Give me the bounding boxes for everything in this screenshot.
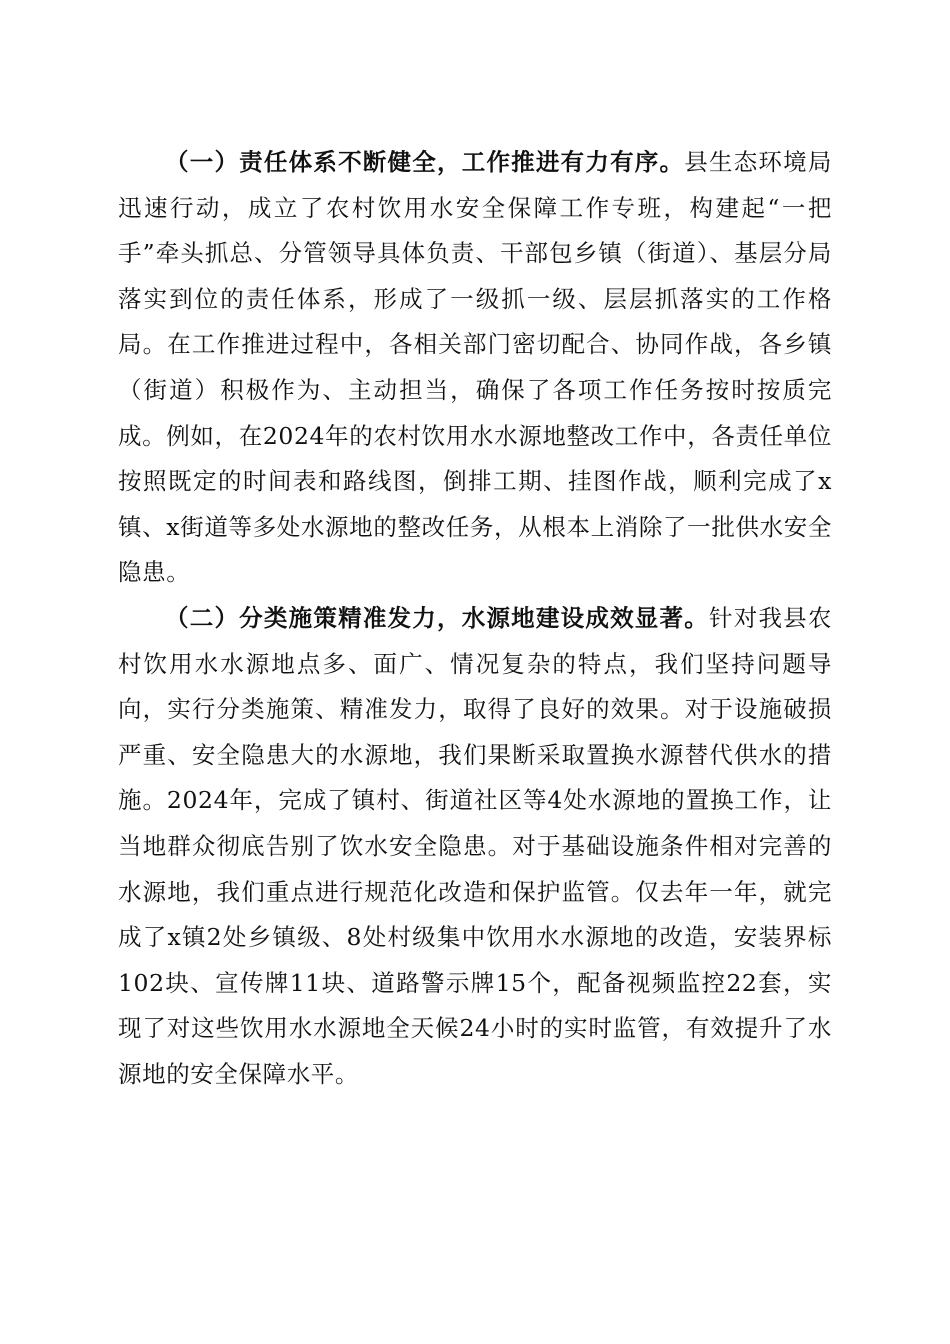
paragraph-responsibility-system bbox=[118, 140, 832, 596]
paragraph-water-source-construction bbox=[118, 596, 832, 1098]
paragraph-text: 针对我县农村饮用水水源地点多、面广、情况复杂的特点，我们坚持问题导向，实行分类施策、精准发力，取得了良好的效果。对于设施破损严重、安全隐患大的水源地，我们果断采取置换水源替代供水的措施。2024年，完成了镇村、街道社区等4处水源地的置换工作，让当地群众彻底告别了饮水安全隐患。对于基础设施条件相对完善的水源地，我们重点进行规范化改造和保护监管。仅去年一年，就完成了x镇2处乡镇级、8处村级集中饮用水水源地的改造，安装界标102块、宣传牌11块、道路警示牌15个，配备视频监控22套，实现了对这些饮用水水源地全天候24小时的实时监管，有效提升了水源地的安全保障水平。 bbox=[118, 603, 833, 1088]
paragraph-heading: （二）分类施策精准发力，水源地建设成效显著。 bbox=[165, 603, 709, 632]
paragraph-text: 县生态环境局迅速行动，成立了农村饮用水安全保障工作专班，构建起“一把手”牵头抓总、分管领导具体负责、干部包乡镇（街道）、基层分局落实到位的责任体系，形成了一级抓一级、层层抓落实的工作格局。在工作推进过程中，各相关部门密切配合、协同作战，各乡镇（街道）积极作为、主动担当，确保了各项工作任务按时按质完成。例如，在2024年的农村饮用水水源地整改工作中，各责任单位按照既定的时间表和路线图，倒排工期、挂图作战，顺利完成了x镇、x街道等多处水源地的整改任务，从根本上消除了一批供水安全隐患。 bbox=[118, 148, 832, 587]
paragraph-heading: （一）责任体系不断健全，工作推进有力有序。 bbox=[165, 148, 685, 176]
document-body bbox=[118, 140, 832, 1097]
